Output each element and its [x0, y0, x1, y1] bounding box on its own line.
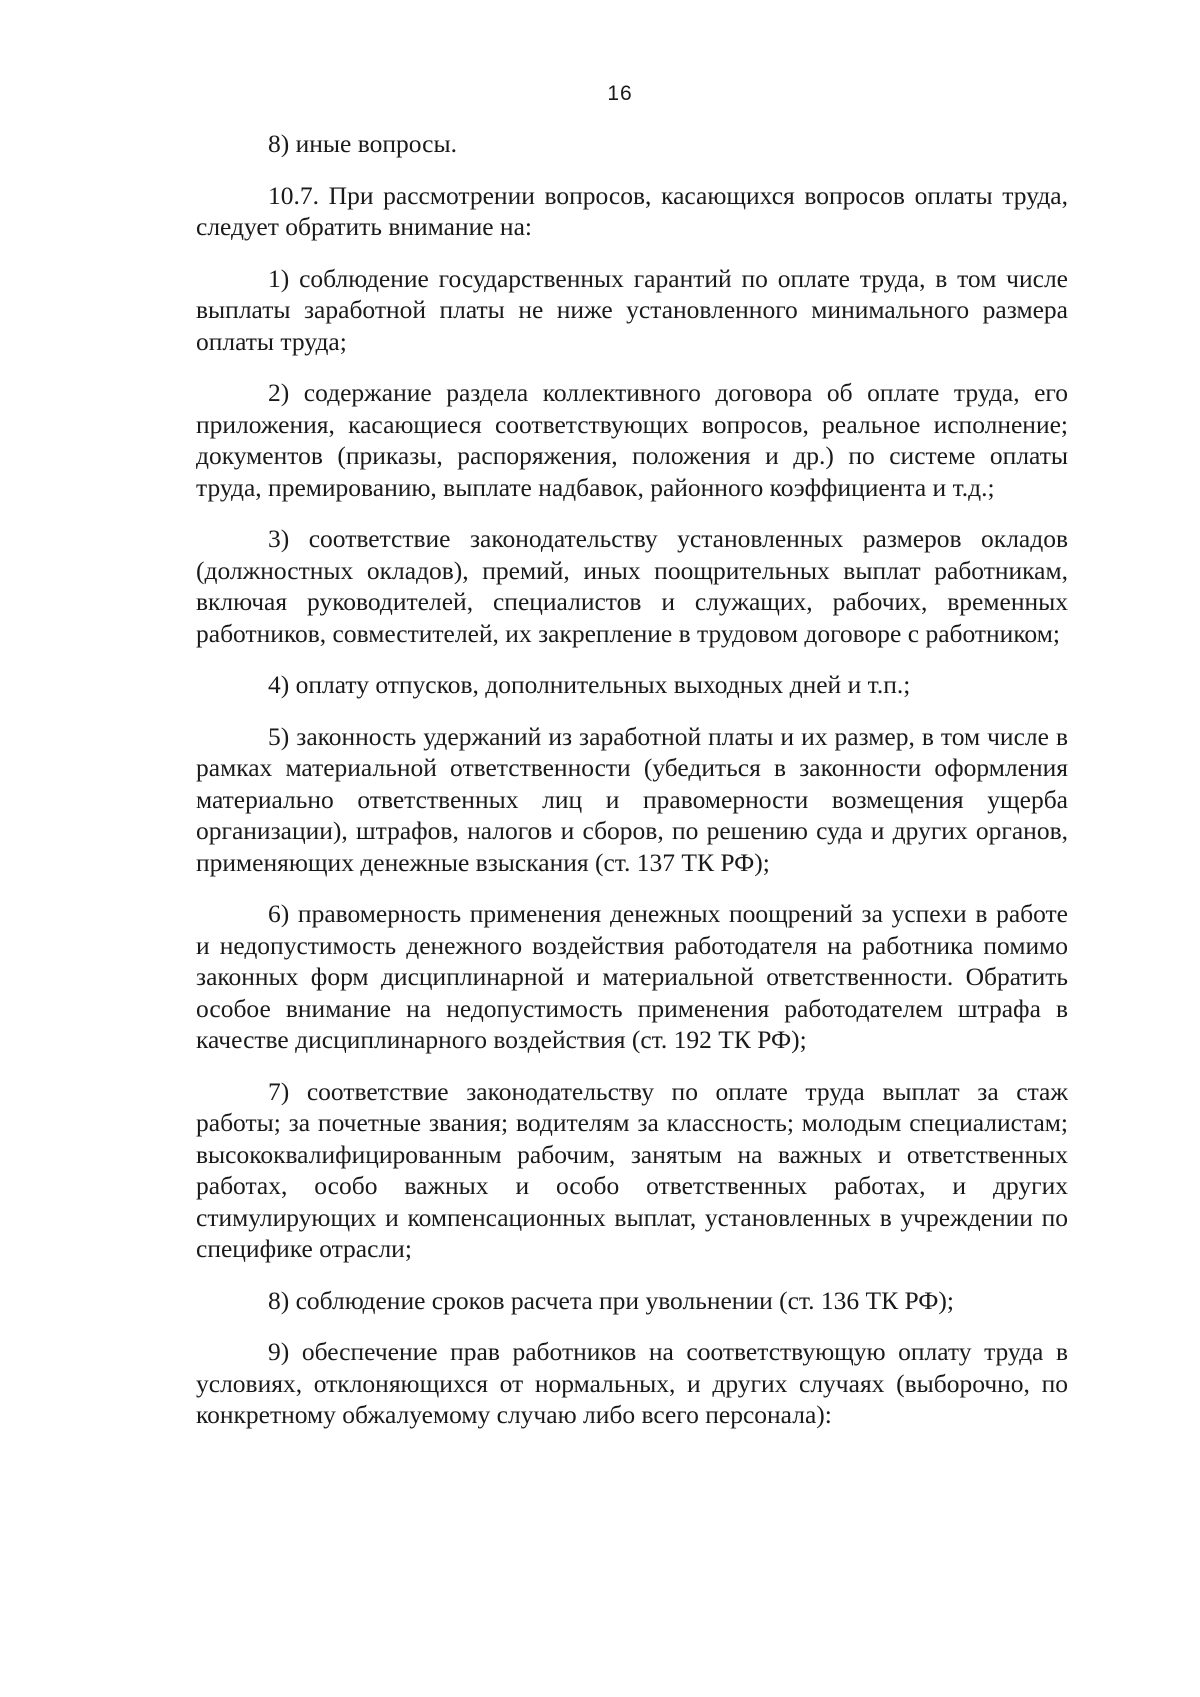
- paragraph-section-10-7: 10.7. При рассмотрении вопросов, касающихся вопросов оплаты труда, следует обратить внимание на:: [196, 180, 1068, 241]
- paragraph-item-3: 3) соответствие законодательству установленных размеров окладов (должностных окладов), премий, иных поощрительных выплат работникам, включая руководителей, специалистов и служащих, рабочих, временных работников, совместителей, их закрепление в трудовом договоре с работником;: [196, 524, 1068, 648]
- page-number: 16: [607, 82, 633, 105]
- paragraph-item-6: 6) правомерность применения денежных поощрений за успехи в работе и недопустимость денежного воздействия работодателя на работника помимо законных форм дисциплинарной и материальной ответственности. Обратить особое внимание на недопустимость применения работодателем штрафа в качестве дисциплинарного воздействия (ст. 192 ТК РФ);: [196, 899, 1068, 1054]
- paragraph-other-questions: 8) иные вопросы.: [268, 129, 457, 158]
- paragraph-item-2: 2) содержание раздела коллективного договора об оплате труда, его приложения, касающиеся соответствующих вопросов, реальное исполнение; документов (приказы, распоряжения, положения и др.) по системе оплаты труда, премированию, выплате надбавок, районного коэффициента и т.д.;: [196, 378, 1068, 502]
- paragraph-item-5: 5) законность удержаний из заработной платы и их размер, в том числе в рамках материальной ответственности (убедиться в законности оформления материально ответственных лиц и правомерности возмещения ущерба организации), штрафов, налогов и сборов, по решению суда и других органов, применяющих денежные взыскания (ст. 137 ТК РФ);: [196, 721, 1068, 877]
- paragraph-item-1: 1) соблюдение государственных гарантий по оплате труда, в том числе выплаты заработной платы не ниже установленного минимального размера оплаты труда;: [196, 263, 1068, 356]
- paragraph-item-9: 9) обеспечение прав работников на соответствующую оплату труда в условиях, отклоняющихся от нормальных, и других случаях (выборочно, по конкретному обжалуемому случаю либо всего персонала):: [196, 1337, 1068, 1429]
- paragraph-item-4: 4) оплату отпусков, дополнительных выходных дней и т.п.;: [268, 670, 911, 699]
- paragraph-item-7: 7) соответствие законодательству по оплате труда выплат за стаж работы; за почетные звания; водителям за классность; молодым специалистам; высококвалифицированным рабочим, занятым на важных и ответственных работах, особо важных и особо ответственных работах, и других стимулирующих и компенсационных выплат, установленных в учреждении по специфике отрасли;: [196, 1076, 1068, 1263]
- paragraph-item-8: 8) соблюдение сроков расчета при увольнении (ст. 136 ТК РФ);: [268, 1285, 954, 1315]
- document-body: [196, 128, 1068, 1451]
